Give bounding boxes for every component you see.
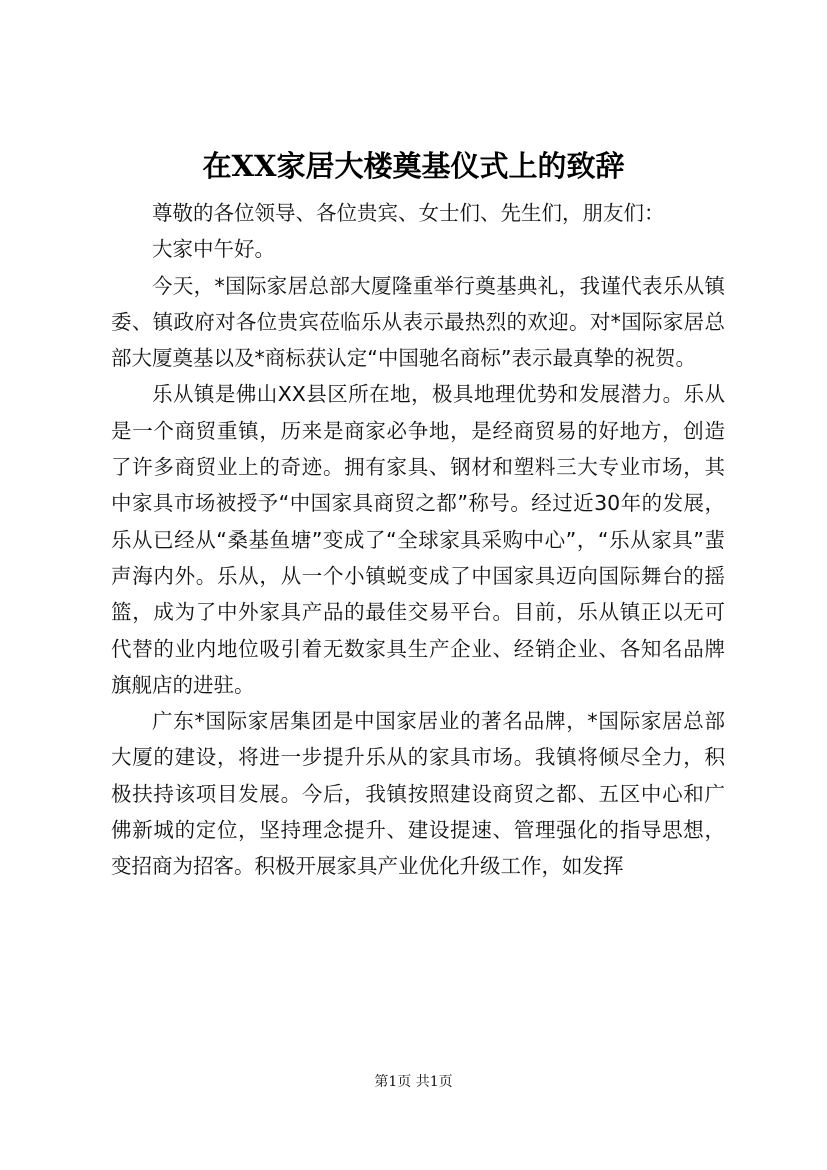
salutation-paragraph: 尊敬的各位领导、各位贵宾、女士们、先生们，朋友们： — [152, 201, 665, 225]
page-number-label: 第1页 共1页 — [374, 1074, 453, 1090]
document-body — [111, 195, 725, 885]
welcome-paragraph: 今天，*国际家居总部大厦隆重举行奠基典礼，我谨代表乐从镇委、镇政府对各位贵宾莅临乐从表示最热烈的欢迎。对*国际家居总部大厦奠基以及*商标获认定“中国驰名商标”表示最真挚的祝贺。 — [111, 273, 725, 371]
page-number-footer — [0, 1072, 827, 1092]
town-intro-paragraph: 乐从镇是佛山XX县区所在地，极具地理优势和发展潜力。乐从是一个商贸重镇，历来是商家必争地，是经商贸易的好地方，创造了许多商贸业上的奇迹。拥有家具、钢材和塑料三大专业市场，其中家具市场被授予“中国家具商贸之都”称号。经过近30年的发展，乐从已经从“桑基鱼塘”变成了“全球家具采购中心”，“乐从家具”蜚声海内外。乐从，从一个小镇蜕变成了中国家具迈向国际舞台的摇篮，成为了中外家具产品的最佳交易平台。目前，乐从镇正以无可代替的业内地位吸引着无数家具生产企业、经销企业、各知名品牌旗舰店的进驻。 — [111, 382, 725, 697]
document-title: 在XX家居大楼奠基仪式上的致辞 — [202, 149, 625, 183]
group-support-paragraph: 广东*国际家居集团是中国家居业的著名品牌，*国际家居总部大厦的建设，将进一步提升乐从的家具市场。我镇将倾尽全力，积极扶持该项目发展。今后，我镇按照建设商贸之都、五区中心和广佛新城的定位，坚持理念提升、建设提速、管理强化的指导思想，变招商为招客。积极开展家具产业优化升级工作，如发挥 — [111, 709, 725, 879]
greeting-paragraph: 大家中午好。 — [152, 237, 275, 262]
